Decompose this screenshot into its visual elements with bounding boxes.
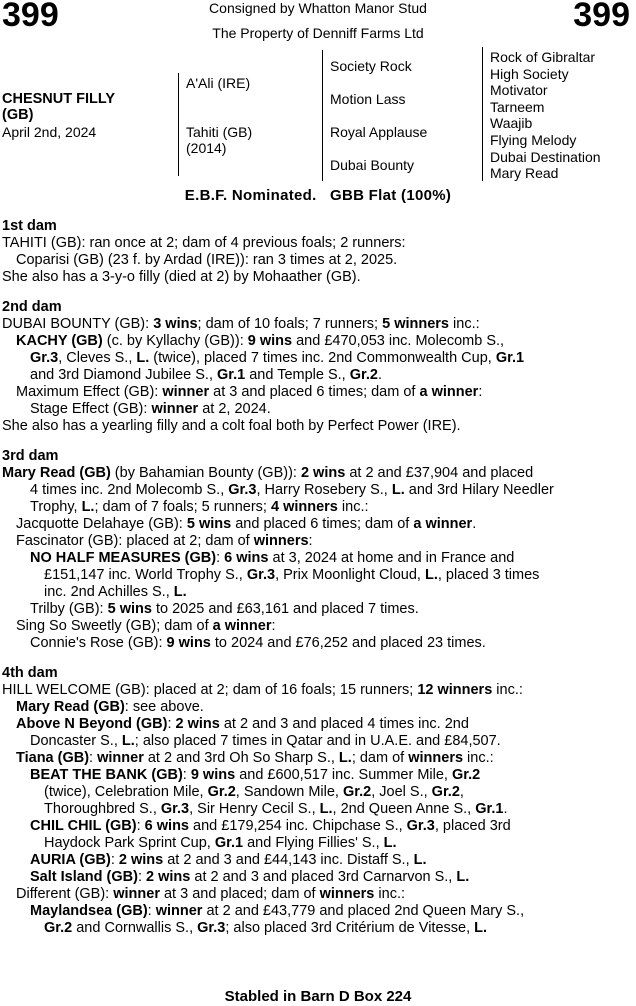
- gbb-note: GBB Flat (100%): [329, 187, 452, 204]
- property: The Property of Denniff Farms Ltd: [212, 25, 424, 41]
- lot-number-left: 399: [2, 0, 59, 34]
- pedigree-line-2: [322, 50, 323, 181]
- horse-name: CHESNUT FILLY: [2, 91, 116, 107]
- sire-sire: Society Rock: [330, 58, 412, 74]
- gen3-8: Mary Read: [490, 165, 559, 181]
- section-2nd-dam: 2nd dam: [2, 299, 62, 315]
- sire: A'Ali (IRE): [186, 75, 251, 91]
- gen3-2: High Society: [490, 66, 569, 82]
- consignor: Consigned by Whatton Manor Stud: [209, 0, 427, 16]
- gen3-5: Waajib: [490, 115, 533, 131]
- sire-dam: Motion Lass: [330, 91, 406, 107]
- gen3-6: Flying Melody: [490, 132, 577, 148]
- horse-foaled: April 2nd, 2024: [2, 124, 97, 140]
- dam-year: (2014): [186, 140, 227, 156]
- stabling-footer: Stabled in Barn D Box 224: [224, 988, 412, 1005]
- gen3-1: Rock of Gibraltar: [490, 49, 596, 65]
- ebf-note: E.B.F. Nominated.: [184, 187, 317, 204]
- gen3-4: Tarneem: [490, 99, 545, 115]
- horse-country: (GB): [2, 107, 34, 123]
- dam: Tahiti (GB): [186, 124, 253, 140]
- dam-dam: Dubai Bounty: [330, 157, 415, 173]
- section-3rd-dam: 3rd dam: [2, 448, 59, 464]
- dam-sire: Royal Applause: [330, 124, 428, 140]
- pedigree-line-1: [178, 73, 179, 176]
- nomination-note: [0, 187, 636, 204]
- section-4th-dam: 4th dam: [2, 665, 58, 681]
- pedigree-line-3: [482, 47, 483, 181]
- catalogue-body: 1st dam TAHITI (GB): ran once at 2; dam of 4 previous foals; 2 runners: Coparisi (GB) (23 f. by Ardad (IRE)): ran 3 times at 2, 2025. She also has a 3-y-o filly (died at 2) by Mohaather (GB). 2nd dam DUBAI BOUNTY (GB): 3 wins; dam of 10 foals; 7 runners; 5 winners inc.: KACHY (GB) (c. by Kyllachy (GB)): 9 wins and £470,053 inc. Molecomb S., Gr.3, Cleves S., L. (twice), placed 7 times inc. 2nd Commonwealth Cup, Gr.1 and 3rd Diamond Jubilee S., Gr.1 and Temple S., Gr.2. Maximum Effect (GB): winner at 3 and placed 6 times; dam of a winner: Stage Effect (GB): winner at 2, 2024. She also has a yearling filly and a colt foal both by Perfect Power (IRE). 3rd dam Mary Read (GB) (by Bahamian Bounty (GB)): 2 wins at 2 and £37,904 and placed 4 times inc. 2nd Molecomb S., Gr.3, Harry Rosebery S., L. and 3rd Hilary Needler Trophy, L.; dam of 7 foals; 5 runners; 4 winners inc.: Jacquotte Delahaye (GB): 5 wins and placed 6 times; dam of a winner. Fascinator (GB): placed at 2; dam of winners: NO HALF MEASURES (GB): 6 wins at 3, 2024 at home and in France and £151,147 inc. World Trophy S., Gr.3, Prix Moonlight Cloud, L., placed 3 times inc. 2nd Achilles S., L. Trilby (GB): 5 wins to 2025 and £63,161 and placed 7 times. Sing So Sweetly (GB); dam of a winner: Connie's Rose (GB): 9 wins to 2024 and £76,252 and placed 23 times. 4th dam HILL WELCOME (GB): placed at 2; dam of 16 foals; 15 runners; 12 winners inc.: Mary Read (GB): see above. Above N Beyond (GB): 2 wins at 2 and 3 and placed 4 times inc. 2nd Doncaster S., L.; also placed 7 times in Qatar and in U.A.E. and £84,507. Tiana (GB): winner at 2 and 3rd Oh So Sharp S., L.; dam of winners inc.: BEAT THE BANK (GB): 9 wins and £600,517 inc. Summer Mile, Gr.2 (twice), Celebration Mile, Gr.2, Sandown Mile, Gr.2, Joel S., Gr.2, Thoroughbred S., Gr.3, Sir Henry Cecil S., L., 2nd Queen Anne S., Gr.1. CHIL CHIL (GB): 6 wins and £179,254 inc. Chipchase S., Gr.3, placed 3rd Haydock Park Sprint Cup, Gr.1 and Flying Fillies' S., L. AURIA (GB): 2 wins at 2 and 3 and £44,143 inc. Distaff S., L. Salt Island (GB): 2 wins at 2 and 3 and placed 3rd Carnarvon S., L. Different (GB): winner at 3 and placed; dam of winners inc.: Maylandsea (GB): winner at 2 and £43,779 and placed 2nd Queen Mary S., Gr.2 and Cornwallis S., Gr.3; also placed 3rd Critérium de Vitesse, L.: [2, 218, 634, 937]
- gen3-3: Motivator: [490, 82, 548, 98]
- lot-number-right: 399: [573, 0, 630, 34]
- gen3-7: Dubai Destination: [490, 149, 601, 165]
- section-1st-dam: 1st dam: [2, 218, 57, 234]
